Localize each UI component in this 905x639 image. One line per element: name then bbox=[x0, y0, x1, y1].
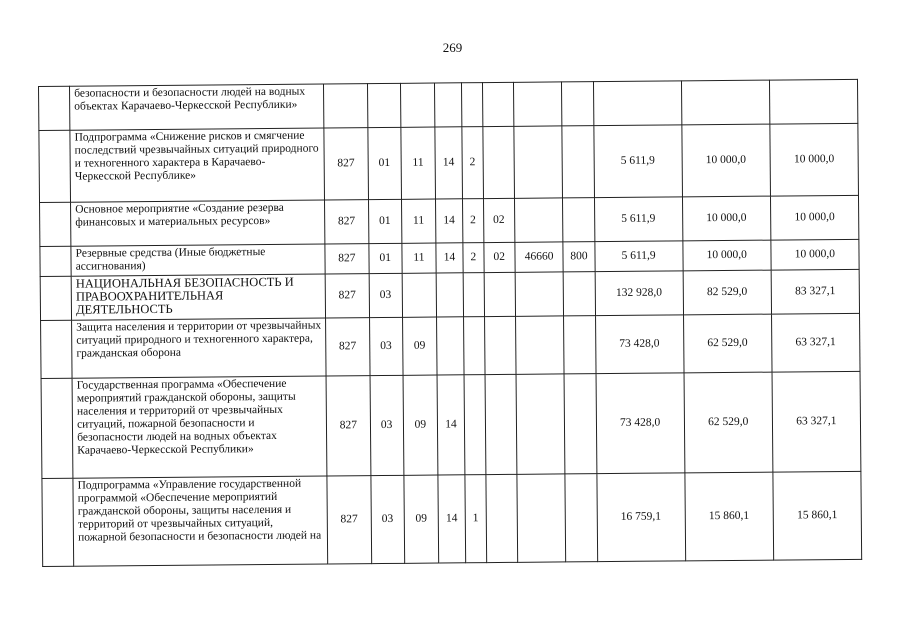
subprogram-code-cell bbox=[464, 375, 486, 475]
section-cell: 01 bbox=[368, 199, 402, 243]
subsection-cell: 09 bbox=[404, 475, 439, 563]
section-cell bbox=[367, 83, 401, 127]
expense-type-cell bbox=[562, 126, 594, 198]
sum-year3-cell: 10 000,0 bbox=[770, 195, 859, 240]
sum-year2-cell: 10 000,0 bbox=[682, 196, 770, 241]
row-name: НАЦИОНАЛЬНАЯ БЕЗОПАСНОСТЬ И ПРАВООХРАНИТЕЛЬНАЯ ДЕЯТЕЛЬНОСТЬ bbox=[71, 274, 325, 320]
grbs-cell: 827 bbox=[324, 128, 368, 200]
sum-year3-cell: 63 327,1 bbox=[771, 313, 860, 372]
expense-type-cell bbox=[564, 272, 595, 316]
row-margin-cell bbox=[41, 378, 73, 478]
activity-code-cell bbox=[486, 474, 518, 562]
subprogram-code-cell bbox=[463, 317, 484, 375]
subsection-cell: 11 bbox=[402, 243, 436, 273]
section-cell: 03 bbox=[371, 475, 405, 563]
activity-code-cell bbox=[483, 126, 515, 198]
program-code-cell: 14 bbox=[435, 199, 462, 243]
subprogram-code-cell: 1 bbox=[465, 475, 486, 563]
sum-year2-cell: 10 000,0 bbox=[683, 240, 771, 271]
program-code-cell bbox=[434, 83, 461, 127]
subprogram-code-cell bbox=[463, 273, 484, 317]
direction-code-cell bbox=[514, 126, 563, 198]
row-name: Резервные средства (Иные бюджетные ассигнования) bbox=[71, 244, 325, 276]
sum-year1-cell bbox=[593, 81, 681, 126]
program-code-cell: 14 bbox=[437, 375, 465, 475]
grbs-cell: 827 bbox=[325, 274, 369, 318]
budget-table bbox=[38, 79, 862, 567]
row-name: Защита населения и территории от чрезвычайных ситуаций природного и техногенного характера, гражданская оборона bbox=[72, 318, 326, 378]
table-row bbox=[42, 471, 862, 566]
grbs-cell: 827 bbox=[325, 244, 369, 274]
expense-type-cell bbox=[563, 198, 594, 242]
direction-code-cell bbox=[515, 316, 564, 374]
row-margin-cell bbox=[41, 320, 73, 378]
table-row bbox=[41, 371, 861, 478]
section-cell: 01 bbox=[368, 243, 401, 273]
activity-code-cell bbox=[482, 82, 513, 126]
section-cell: 01 bbox=[367, 127, 401, 199]
sum-year3-cell: 15 860,1 bbox=[773, 471, 862, 560]
page-number: 269 bbox=[442, 40, 463, 55]
program-code-cell: 14 bbox=[438, 475, 466, 563]
expense-type-cell bbox=[565, 474, 597, 562]
sum-year3-cell: 10 000,0 bbox=[771, 239, 859, 270]
sum-year3-cell: 83 327,1 bbox=[771, 269, 860, 314]
sum-year2-cell: 82 529,0 bbox=[683, 270, 771, 315]
program-code-cell: 14 bbox=[435, 127, 463, 199]
subsection-cell bbox=[400, 83, 435, 127]
direction-code-cell bbox=[513, 82, 562, 126]
row-name: Подпрограмма «Снижение рисков и смягчение последствий чрезвычайных ситуаций природного и техногенного характера в Карачаево-Черкесской Республике» bbox=[70, 128, 325, 202]
activity-code-cell bbox=[485, 374, 517, 474]
section-cell: 03 bbox=[370, 375, 404, 475]
row-margin-cell bbox=[39, 86, 70, 130]
direction-code-cell: 46660 bbox=[515, 242, 564, 272]
subprogram-code-cell bbox=[461, 83, 482, 127]
row-margin-cell bbox=[40, 246, 71, 276]
sum-year1-cell: 5 611,9 bbox=[593, 125, 682, 198]
subsection-cell: 11 bbox=[401, 199, 436, 243]
grbs-cell: 827 bbox=[326, 318, 370, 376]
row-margin-cell bbox=[39, 130, 71, 202]
section-cell: 03 bbox=[369, 317, 403, 375]
sum-year2-cell: 62 529,0 bbox=[683, 314, 772, 373]
subsection-cell bbox=[402, 273, 437, 317]
sum-year1-cell: 73 428,0 bbox=[595, 315, 684, 374]
row-name: Основное мероприятие «Создание резерва финансовых и материальных ресурсов» bbox=[71, 200, 325, 246]
table-row bbox=[39, 79, 858, 130]
row-name: безопасности и безопасности людей на водных объектах Карачаево-Черкесской Республики» bbox=[70, 84, 324, 130]
grbs-cell: 827 bbox=[327, 476, 371, 564]
direction-code-cell bbox=[515, 272, 564, 316]
table-row bbox=[40, 269, 859, 320]
sum-year2-cell bbox=[681, 80, 769, 125]
row-name: Подпрограмма «Управление государственной программой «Обеспечение мероприятий гражданской обороны, защиты населения и территорий от чрезвычайных ситуаций, пожарной безопасности и безопасности людей на bbox=[73, 476, 328, 566]
budget-table-sheet bbox=[38, 79, 862, 567]
direction-code-cell bbox=[517, 474, 566, 562]
activity-code-cell bbox=[484, 272, 515, 316]
direction-code-cell bbox=[516, 374, 566, 474]
activity-code-cell bbox=[484, 316, 516, 374]
sum-year2-cell: 62 529,0 bbox=[684, 372, 773, 473]
row-margin-cell bbox=[40, 276, 71, 320]
sum-year1-cell: 5 611,9 bbox=[594, 241, 682, 272]
table-row bbox=[39, 123, 859, 202]
grbs-cell: 827 bbox=[325, 200, 369, 244]
sum-year1-cell: 132 928,0 bbox=[595, 271, 683, 316]
sum-year2-cell: 10 000,0 bbox=[682, 124, 771, 197]
sum-year1-cell: 73 428,0 bbox=[596, 373, 685, 474]
expense-type-cell: 800 bbox=[563, 242, 594, 272]
grbs-cell bbox=[324, 84, 368, 128]
row-name: Государственная программа «Обеспечение мероприятий гражданской обороны, защиты населения и территорий от чрезвычайных ситуаций, пожарной безопасности и безопасности людей на водных объектах Карачаево-Черкесской Республики» bbox=[72, 376, 327, 478]
subsection-cell: 09 bbox=[402, 317, 437, 375]
expense-type-cell bbox=[564, 316, 596, 374]
activity-code-cell: 02 bbox=[483, 198, 514, 242]
direction-code-cell bbox=[514, 198, 563, 242]
expense-type-cell bbox=[565, 374, 597, 474]
subprogram-code-cell: 2 bbox=[462, 199, 483, 243]
expense-type-cell bbox=[562, 82, 593, 126]
activity-code-cell: 02 bbox=[484, 242, 515, 272]
sum-year2-cell: 15 860,1 bbox=[685, 472, 774, 561]
table-row bbox=[40, 195, 859, 246]
subsection-cell: 11 bbox=[401, 127, 436, 199]
row-margin-cell bbox=[40, 202, 71, 246]
table-row bbox=[41, 313, 860, 378]
subsection-cell: 09 bbox=[403, 375, 438, 475]
row-margin-cell bbox=[42, 478, 74, 566]
sum-year3-cell: 10 000,0 bbox=[770, 123, 859, 196]
sum-year1-cell: 16 759,1 bbox=[596, 473, 685, 562]
program-code-cell bbox=[437, 317, 464, 375]
section-cell: 03 bbox=[369, 273, 403, 317]
sum-year3-cell bbox=[769, 79, 858, 124]
sum-year1-cell: 5 611,9 bbox=[594, 197, 682, 242]
subprogram-code-cell: 2 bbox=[462, 127, 483, 199]
grbs-cell: 827 bbox=[326, 376, 370, 476]
program-code-cell: 14 bbox=[436, 243, 463, 273]
sum-year3-cell: 63 327,1 bbox=[772, 371, 861, 472]
subprogram-code-cell: 2 bbox=[463, 243, 484, 273]
program-code-cell bbox=[436, 273, 463, 317]
